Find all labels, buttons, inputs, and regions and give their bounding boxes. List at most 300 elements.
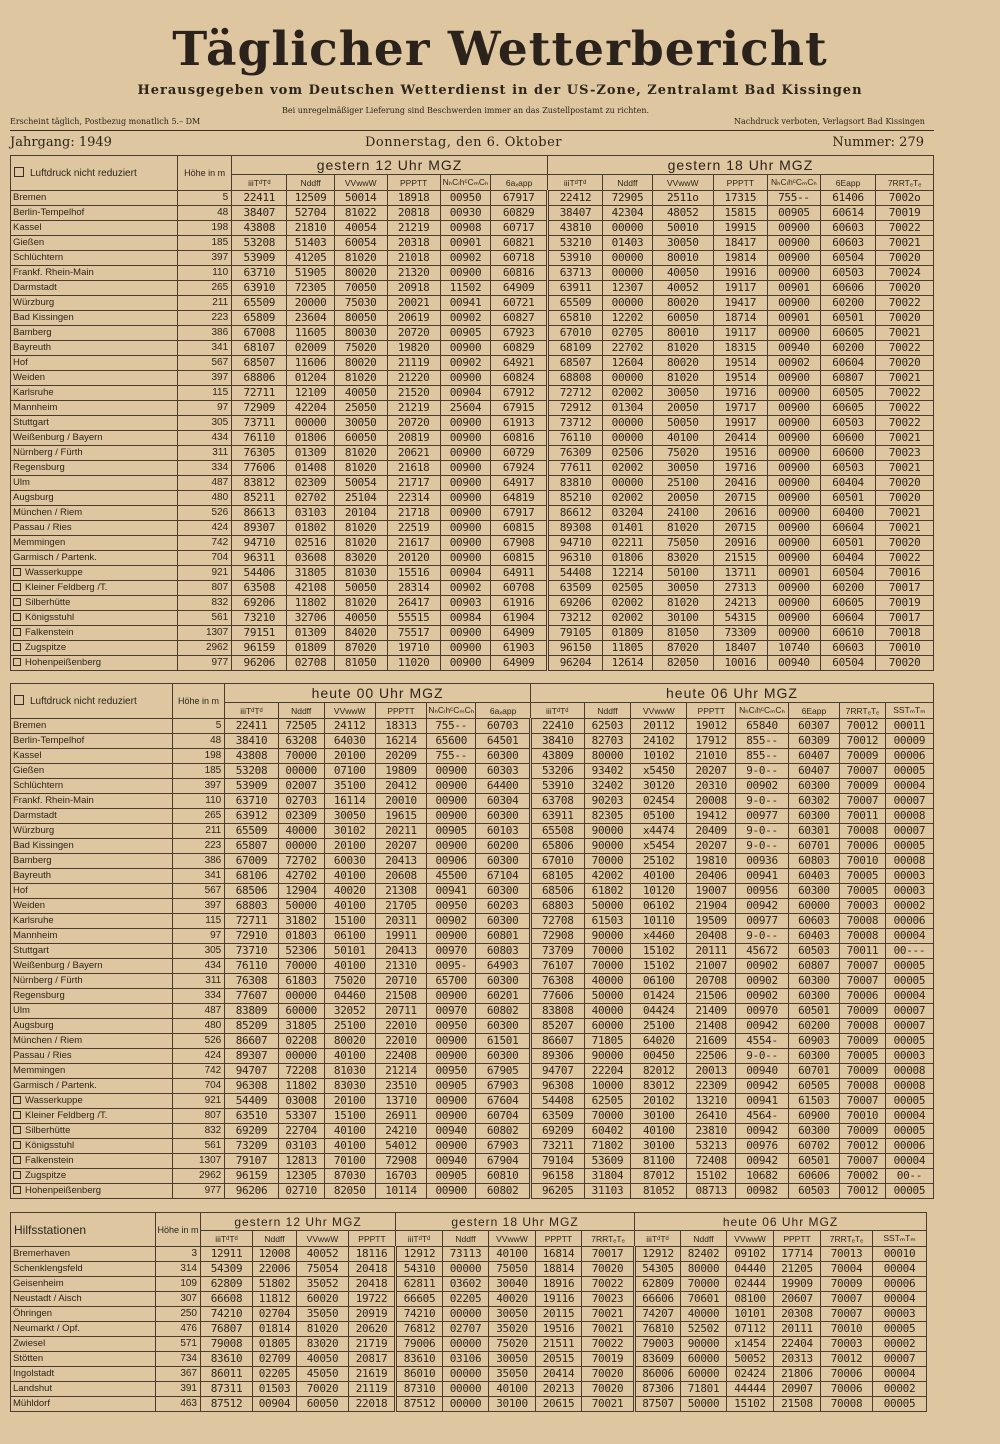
observation-code: 69209: [530, 1124, 584, 1139]
observation-code: 00--: [885, 1169, 933, 1184]
observation-code: 22404: [774, 1337, 821, 1352]
station-label: Zugspitze: [25, 1170, 67, 1181]
observation-code: 01802: [287, 521, 334, 536]
observation-code: 21506: [687, 989, 736, 1004]
observation-code: 81052: [631, 1184, 687, 1199]
observation-code: 00950: [427, 1019, 476, 1034]
observation-code: 01805: [253, 1337, 297, 1352]
observation-code: 30050: [652, 386, 713, 401]
observation-code: 20209: [375, 749, 426, 764]
observation-code: 00906: [427, 854, 476, 869]
station-name: Neumarkt / Opf.: [11, 1322, 156, 1337]
station-label: Darmstadt: [13, 282, 57, 293]
observation-code: 40020: [324, 884, 375, 899]
observation-code: 63911: [547, 281, 602, 296]
station-label: Memmingen: [13, 1065, 66, 1076]
column-header: PPPTT: [387, 175, 440, 191]
table-row: [11, 1079, 934, 1094]
observation-code: 81020: [652, 596, 713, 611]
station-height: 265: [178, 281, 232, 296]
group-header-a: gestern 12 Uhr MGZ: [232, 156, 548, 175]
observation-code: 20907: [774, 1382, 821, 1397]
observation-code: 00450: [631, 1049, 687, 1064]
observation-code: 65810: [547, 311, 602, 326]
table-row: [11, 899, 934, 914]
observation-code: 64909: [491, 656, 548, 671]
observation-code: 02424: [727, 1367, 774, 1382]
observation-code: 00904: [253, 1397, 297, 1412]
observation-code: 02506: [603, 446, 653, 461]
observation-code: 81020: [334, 596, 387, 611]
table-row: [11, 611, 934, 626]
observation-code: 70003: [840, 899, 886, 914]
observation-code: 76110: [232, 431, 287, 446]
observation-code: 15102: [631, 959, 687, 974]
observation-code: 50000: [681, 1397, 727, 1412]
table-row: [11, 1337, 969, 1352]
observation-code: 67008: [232, 326, 287, 341]
observation-code: 00900: [427, 839, 476, 854]
observation-code: 00976: [736, 1139, 788, 1154]
observation-code: 60604: [820, 521, 875, 536]
observation-code: 02002: [603, 596, 653, 611]
observation-code: 60821: [491, 236, 548, 251]
observation-code: 70012: [840, 719, 886, 734]
observation-code: 13210: [687, 1094, 736, 1109]
observation-code: 9-0--: [736, 764, 788, 779]
observation-code: 72712: [547, 386, 602, 401]
table-row: [11, 281, 934, 296]
observation-code: 67010: [530, 854, 584, 869]
observation-code: 60802: [476, 1004, 531, 1019]
station-height: 571: [156, 1337, 201, 1352]
observation-code: 00977: [736, 809, 788, 824]
observation-code: 12214: [603, 566, 653, 581]
observation-code: 75517: [387, 626, 440, 641]
observation-code: 76110: [225, 959, 279, 974]
observation-code: 83012: [631, 1079, 687, 1094]
observation-code: 96308: [530, 1079, 584, 1094]
observation-code: 20715: [713, 521, 767, 536]
observation-code: 00900: [427, 1049, 476, 1064]
observation-code: 60505: [820, 386, 875, 401]
observation-code: 00000: [603, 431, 653, 446]
observation-code: 86010: [396, 1367, 443, 1382]
observation-code: 20120: [387, 551, 440, 566]
observation-code: 21717: [387, 476, 440, 491]
observation-code: 64921: [491, 356, 548, 371]
observation-code: 80020: [334, 356, 387, 371]
observation-code: 79107: [225, 1154, 279, 1169]
column-header: Nddff: [443, 1231, 489, 1247]
station-name: Öhringen: [11, 1307, 156, 1322]
observation-code: 23604: [287, 311, 334, 326]
observation-code: 18407: [713, 641, 767, 656]
column-header: Nddff: [584, 703, 631, 719]
observation-code: 70020: [876, 656, 934, 671]
observation-code: 60504: [820, 251, 875, 266]
observation-code: 21310: [375, 959, 426, 974]
observation-code: 2511o: [652, 191, 713, 206]
observation-code: 45672: [736, 944, 788, 959]
station-name: [11, 734, 173, 749]
station-name: [11, 596, 178, 611]
observation-code: 60803: [788, 854, 839, 869]
observation-code: 00940: [736, 1064, 788, 1079]
observation-code: 70007: [821, 1292, 873, 1307]
station-name: [11, 566, 178, 581]
observation-code: 70020: [876, 356, 934, 371]
observation-code: 02002: [603, 491, 653, 506]
observation-code: 02002: [603, 611, 653, 626]
observation-code: 42002: [584, 869, 631, 884]
observation-code: 00942: [736, 1124, 788, 1139]
observation-code: 19916: [713, 266, 767, 281]
station-height: 977: [172, 1184, 224, 1199]
observation-code: 00942: [736, 1079, 788, 1094]
observation-code: 53910: [530, 779, 584, 794]
observation-code: 00900: [427, 764, 476, 779]
observation-code: 22314: [387, 491, 440, 506]
observation-code: 10101: [727, 1307, 774, 1322]
mountain-station-marker-icon: [13, 598, 21, 606]
observation-code: 70008: [840, 929, 886, 944]
station-label: Karlsruhe: [13, 387, 54, 398]
observation-code: 02002: [603, 386, 653, 401]
observation-code: 90000: [584, 839, 631, 854]
observation-code: 19915: [713, 221, 767, 236]
column-header: PPPTT: [774, 1231, 821, 1247]
observation-code: 50050: [652, 416, 713, 431]
station-name: Schenklengsfeld: [11, 1262, 156, 1277]
observation-code: 30040: [489, 1277, 536, 1292]
observation-code: 70024: [876, 266, 934, 281]
observation-code: 02710: [278, 1184, 324, 1199]
observation-code: 76308: [225, 974, 279, 989]
observation-code: 70022: [876, 386, 934, 401]
station-name: [11, 1004, 173, 1019]
observation-code: 85209: [225, 1019, 279, 1034]
observation-code: 12911: [201, 1247, 253, 1262]
observation-code: 00942: [736, 899, 788, 914]
observation-code: 50000: [278, 899, 324, 914]
observation-code: 70022: [876, 401, 934, 416]
station-name: [11, 1064, 173, 1079]
observation-code: 35020: [489, 1322, 536, 1337]
observation-code: 60307: [788, 719, 839, 734]
observation-code: 00900: [427, 1034, 476, 1049]
observation-code: 21508: [774, 1397, 821, 1412]
column-header: iiiTᵈTᵈ: [232, 175, 287, 191]
observation-code: 00902: [767, 356, 820, 371]
observation-code: 94707: [225, 1064, 279, 1079]
observation-code: 19116: [536, 1292, 582, 1307]
observation-code: 01304: [603, 401, 653, 416]
observation-code: 00901: [767, 281, 820, 296]
observation-code: 61916: [491, 596, 548, 611]
station-label: Weißenburg / Bayern: [13, 960, 103, 971]
observation-code: 21308: [375, 884, 426, 899]
observation-code: 61802: [584, 884, 631, 899]
observation-code: 70050: [334, 281, 387, 296]
observation-code: 73113: [443, 1247, 489, 1262]
observation-code: 75020: [324, 974, 375, 989]
observation-code: 00900: [440, 551, 491, 566]
station-name: [11, 626, 178, 641]
table-row: [11, 884, 934, 899]
observation-code: 72909: [232, 401, 287, 416]
table-row: [11, 1109, 934, 1124]
observation-code: 72910: [225, 929, 279, 944]
observation-code: 70022: [876, 416, 934, 431]
station-height: 487: [178, 476, 232, 491]
observation-code: 60721: [491, 296, 548, 311]
observation-code: 53213: [687, 1139, 736, 1154]
observation-code: 24213: [713, 596, 767, 611]
observation-code: 02702: [287, 491, 334, 506]
station-label: Regensburg: [13, 990, 65, 1001]
observation-code: 19615: [375, 809, 426, 824]
observation-code: 83610: [201, 1352, 253, 1367]
observation-code: 30050: [324, 809, 375, 824]
observation-code: 85207: [530, 1019, 584, 1034]
observation-code: 20715: [713, 491, 767, 506]
observation-code: 60603: [820, 221, 875, 236]
observation-code: 40050: [652, 266, 713, 281]
observation-code: 01424: [631, 989, 687, 1004]
observation-code: 83809: [225, 1004, 279, 1019]
observation-code: 20608: [375, 869, 426, 884]
observation-code: 13710: [375, 1094, 426, 1109]
observation-code: 30050: [489, 1352, 536, 1367]
observation-code: 60503: [788, 1184, 839, 1199]
observation-code: 70019: [582, 1352, 635, 1367]
observation-code: x4474: [631, 824, 687, 839]
observation-code: 20211: [375, 824, 426, 839]
observation-code: 00004: [885, 1109, 933, 1124]
observation-code: 70005: [840, 1049, 886, 1064]
observation-code: 40000: [584, 1004, 631, 1019]
station-name: [11, 1124, 173, 1139]
observation-code: 20409: [687, 824, 736, 839]
observation-code: 21705: [375, 899, 426, 914]
observation-code: 15102: [727, 1397, 774, 1412]
observation-code: 70021: [876, 431, 934, 446]
station-name: [11, 506, 178, 521]
observation-code: 70100: [324, 1154, 375, 1169]
observation-code: 00901: [440, 236, 491, 251]
observation-code: 22411: [225, 719, 279, 734]
station-label: Wasserkuppe: [25, 1095, 83, 1106]
observation-code: 40100: [324, 1139, 375, 1154]
station-name: [11, 749, 173, 764]
station-height: 424: [178, 521, 232, 536]
observation-code: 40020: [489, 1292, 536, 1307]
observation-code: 81050: [652, 626, 713, 641]
observation-code: 68507: [232, 356, 287, 371]
observation-code: 00900: [767, 476, 820, 491]
observation-code: 18918: [387, 191, 440, 206]
observation-code: 12604: [603, 356, 653, 371]
observation-code: 81020: [334, 461, 387, 476]
observation-code: 00904: [440, 386, 491, 401]
observation-code: 16114: [324, 794, 375, 809]
observation-code: 00007: [885, 1004, 933, 1019]
observation-code: 70017: [876, 581, 934, 596]
observation-code: 02208: [278, 1034, 324, 1049]
observation-code: 70007: [840, 1094, 886, 1109]
station-name: [11, 356, 178, 371]
observation-code: 72908: [530, 929, 584, 944]
station-label: Gießen: [13, 765, 45, 776]
table-row: [11, 341, 934, 356]
observation-code: 00940: [427, 1154, 476, 1169]
observation-code: 81020: [652, 371, 713, 386]
station-name: [11, 431, 178, 446]
observation-code: 70000: [584, 959, 631, 974]
observation-code: 12305: [278, 1169, 324, 1184]
station-height: 1307: [178, 626, 232, 641]
observation-code: 89306: [530, 1049, 584, 1064]
table-row: [11, 626, 934, 641]
observation-code: 20515: [536, 1352, 582, 1367]
observation-code: 01204: [287, 371, 334, 386]
station-label: Falkenstein: [25, 1155, 74, 1166]
station-height: 463: [156, 1397, 201, 1412]
observation-code: 20100: [324, 839, 375, 854]
observation-code: 67010: [547, 326, 602, 341]
observation-code: 00900: [440, 341, 491, 356]
observation-code: 60610: [820, 626, 875, 641]
observation-code: 65840: [736, 719, 788, 734]
observation-code: 66605: [396, 1292, 443, 1307]
observation-code: 54315: [713, 611, 767, 626]
observation-code: 855--: [736, 749, 788, 764]
column-header: VVwwW: [631, 703, 687, 719]
observation-code: 70020: [297, 1382, 349, 1397]
table-row: [11, 1019, 934, 1034]
observation-code: 20819: [387, 431, 440, 446]
column-header: iiiTᵈTᵈ: [547, 175, 602, 191]
observation-code: x4460: [631, 929, 687, 944]
observation-code: 20013: [687, 1064, 736, 1079]
station-height: 311: [172, 974, 224, 989]
station-name: [11, 764, 173, 779]
observation-code: 35050: [489, 1367, 536, 1382]
observation-code: 79006: [396, 1337, 443, 1352]
observation-code: 22010: [375, 1034, 426, 1049]
observation-code: 00902: [440, 251, 491, 266]
observation-code: 11802: [278, 1079, 324, 1094]
station-height: 305: [178, 416, 232, 431]
station-label: Hof: [13, 357, 28, 368]
table-row: [11, 854, 934, 869]
observation-code: 20100: [324, 1094, 375, 1109]
observation-code: 67904: [476, 1154, 531, 1169]
observation-code: 24210: [375, 1124, 426, 1139]
table-row: [11, 371, 934, 386]
observation-code: 00902: [440, 311, 491, 326]
observation-code: 00000: [603, 221, 653, 236]
observation-code: 86607: [530, 1034, 584, 1049]
observation-code: 00900: [767, 416, 820, 431]
observation-code: 17714: [774, 1247, 821, 1262]
observation-code: 01806: [603, 551, 653, 566]
station-name: [11, 521, 178, 536]
observation-code: 81050: [334, 656, 387, 671]
observation-code: 25102: [631, 854, 687, 869]
observation-code: 60200: [820, 296, 875, 311]
observation-code: 70021: [582, 1307, 635, 1322]
observation-code: 00900: [427, 1139, 476, 1154]
column-header: 7RRTₑTₑ: [821, 1231, 873, 1247]
station-height: 742: [172, 1064, 224, 1079]
observation-code: 83812: [232, 476, 287, 491]
observation-code: 40000: [584, 974, 631, 989]
observation-code: 70007: [821, 1307, 873, 1322]
observation-code: 63912: [225, 809, 279, 824]
table-row: [11, 809, 934, 824]
observation-code: 70023: [876, 446, 934, 461]
observation-code: 96310: [547, 551, 602, 566]
station-label: Frankf. Rhein-Main: [13, 267, 94, 278]
observation-code: 24102: [631, 734, 687, 749]
observation-code: 65806: [530, 839, 584, 854]
observation-code: 81020: [334, 251, 387, 266]
observation-code: 70022: [876, 221, 934, 236]
table-row: [11, 401, 934, 416]
observation-code: 87311: [201, 1382, 253, 1397]
observation-code: 20620: [349, 1322, 396, 1337]
observation-code: 20408: [687, 929, 736, 944]
observation-code: 00940: [427, 1124, 476, 1139]
observation-code: 70007: [840, 794, 886, 809]
station-height: 526: [172, 1034, 224, 1049]
observation-code: 83808: [530, 1004, 584, 1019]
observation-code: 00900: [767, 236, 820, 251]
observation-code: 70004: [821, 1262, 873, 1277]
observation-code: 60050: [297, 1397, 349, 1412]
station-name: [11, 461, 178, 476]
observation-code: 855--: [736, 734, 788, 749]
observation-code: 18315: [713, 341, 767, 356]
observation-code: 68803: [225, 899, 279, 914]
observation-code: 10110: [631, 914, 687, 929]
observation-code: 82703: [584, 734, 631, 749]
table-row: [11, 974, 934, 989]
station-height: 110: [178, 266, 232, 281]
observation-code: 22410: [530, 719, 584, 734]
observation-code: 86006: [635, 1367, 681, 1382]
observation-code: 00011: [885, 719, 933, 734]
table-row: [11, 1322, 969, 1337]
table-row: [11, 719, 934, 734]
observation-code: 21320: [387, 266, 440, 281]
observation-code: 73211: [530, 1139, 584, 1154]
observation-code: 60300: [476, 884, 531, 899]
station-name: [11, 974, 173, 989]
observation-code: 87020: [334, 641, 387, 656]
observation-code: 74210: [201, 1307, 253, 1322]
issue-date: Donnerstag, den 6. Oktober: [365, 135, 563, 150]
observation-code: 31804: [584, 1169, 631, 1184]
mountain-station-marker-icon: [14, 167, 24, 177]
issue-number: Nummer: 279: [832, 135, 924, 150]
observation-code: 60300: [788, 989, 839, 1004]
observation-code: 43808: [225, 749, 279, 764]
observation-code: 60403: [788, 869, 839, 884]
observation-code: 60803: [476, 944, 531, 959]
